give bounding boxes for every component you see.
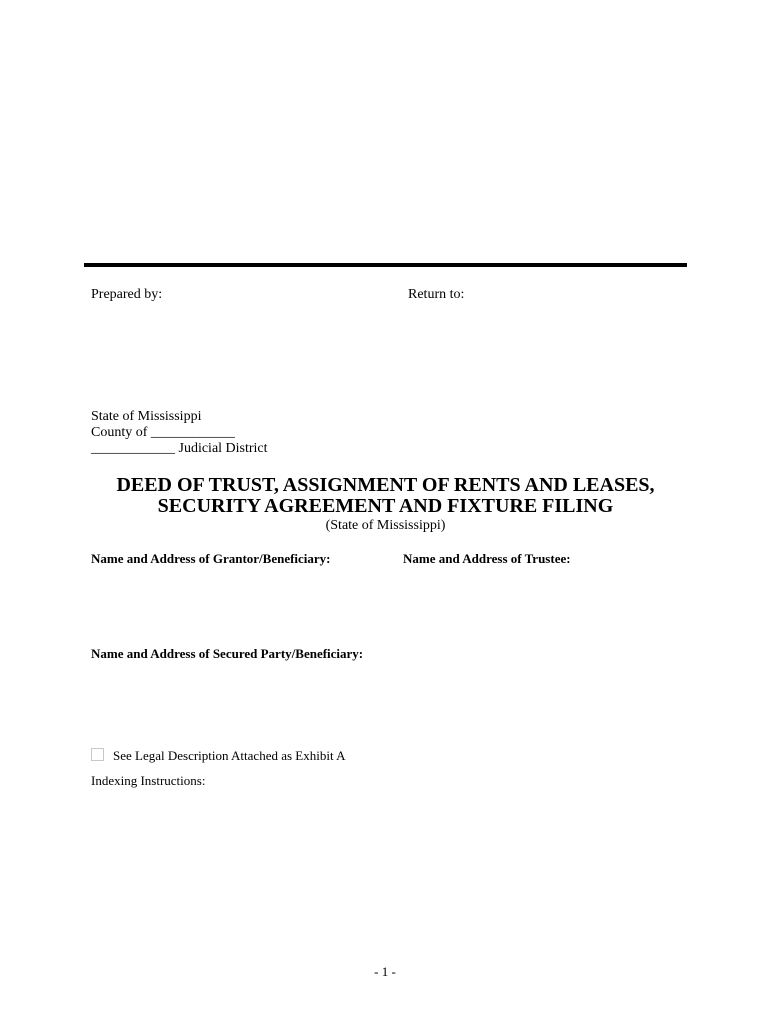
prepared-by-label: Prepared by: bbox=[91, 287, 163, 302]
document-title-line-1: DEED OF TRUST, ASSIGNMENT OF RENTS AND LEASES, bbox=[116, 474, 655, 496]
indexing-instructions-label: Indexing Instructions: bbox=[91, 773, 206, 788]
county-line: County of ____________ bbox=[91, 425, 235, 440]
grantor-label: Name and Address of Grantor/Beneficiary: bbox=[91, 551, 331, 566]
trustee-label: Name and Address of Trustee: bbox=[403, 551, 571, 566]
judicial-district-line: ____________ Judicial District bbox=[91, 441, 268, 456]
return-to-label: Return to: bbox=[408, 287, 465, 302]
secured-party-label: Name and Address of Secured Party/Beneficiary: bbox=[91, 646, 364, 661]
exhibit-a-label: See Legal Description Attached as Exhibit A bbox=[113, 748, 346, 763]
document-title-line-2: SECURITY AGREEMENT AND FIXTURE FILING bbox=[157, 495, 614, 517]
document-subtitle: (State of Mississippi) bbox=[325, 518, 446, 533]
header-rule bbox=[84, 263, 687, 267]
state-line: State of Mississippi bbox=[91, 409, 202, 424]
page-number: - 1 - bbox=[374, 964, 396, 979]
exhibit-a-checkbox[interactable] bbox=[91, 748, 104, 761]
